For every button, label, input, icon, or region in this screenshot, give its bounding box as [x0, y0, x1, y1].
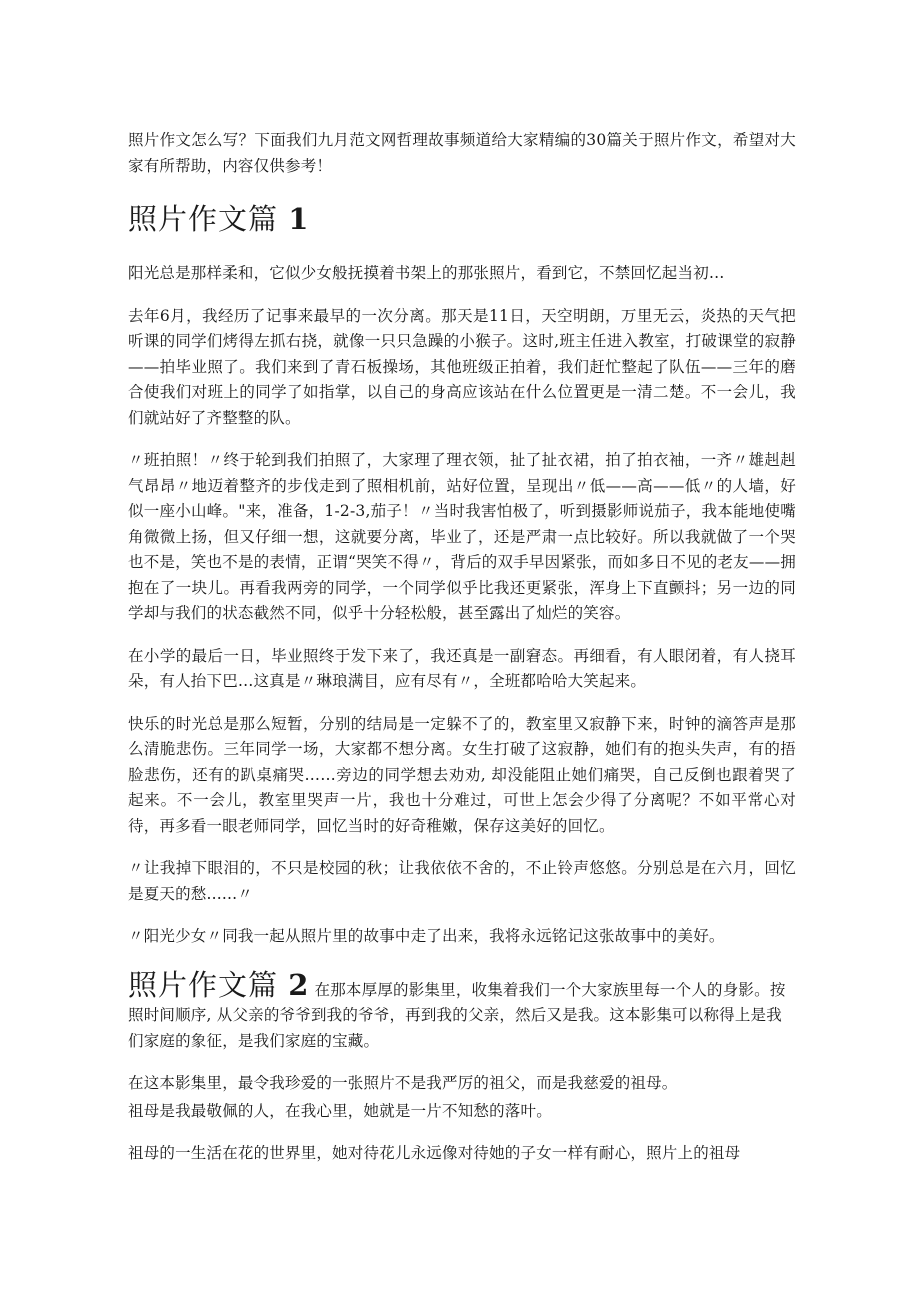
section-1-title: 照片作文篇	[128, 202, 279, 236]
section-1-paragraph: 去年6月，我经历了记事来最早的一次分离。那天是11日，天空明朗，万里无云，炎热的天气把听课的同学们烤得左抓右挠，就像一只只急躁的小猴子。这时,班主任进入教室，打破课堂的寂静——拍毕业照了。我们来到了青石板操场，其他班级正拍着，我们赶忙整起了队伍——三年的磨合使我们对班上的同学了如指掌，以自己的身高应该站在什么位置更是一清二楚。不一会儿，我们就站好了齐整整的队。	[128, 306, 796, 427]
section-1-heading	[128, 201, 796, 237]
section-2-paragraph: 祖母的一生活在花的世界里，她对待花儿永远像对待她的子女一样有耐心，照片上的祖母	[128, 1144, 741, 1162]
section-2-number: 2	[288, 967, 310, 1002]
section-1-paragraph: 〃让我掉下眼泪的，不只是校园的秋；让我依依不舍的，不止铃声悠悠。分别总是在六月，回忆是夏天的愁......〃	[128, 859, 796, 903]
section-1-paragraph: 〃班拍照！〃终于轮到我们拍照了，大家理了理衣领，扯了扯衣裙，拍了拍衣袖，一齐〃雄赳赳气昂昂〃地迈着整齐的步伐走到了照相机前，站好位置，呈现出〃低——高——低〃的人墙，好似一座小山峰。"来，准备，1-2-3,茄子！〃当时我害怕极了，听到摄影师说茄子，我本能地使嘴角微微上扬，但又仔细一想，这就要分离，毕业了，还是严肃一点比较好。所以我就做了一个哭也不是，笑也不是的表情，正谓“哭笑不得〃，背后的双手早因紧张，而如多日不见的老友——拥抱在了一块儿。再看我两旁的同学，一个同学似乎比我还更紧张，浑身上下直颤抖；另一边的同学却与我们的状态截然不同，似乎十分轻松般，甚至露出了灿烂的笑容。	[128, 451, 796, 622]
section-1-paragraph: 阳光总是那样柔和，它似少女般抚摸着书架上的那张照片，看到它，不禁回忆起当初…	[128, 264, 725, 282]
section-1-paragraph: 快乐的时光总是那么短暂，分别的结局是一定躲不了的，教室里又寂静下来，时钟的滴答声是那么清脆悲伤。三年同学一场，大家都不想分离。女生打破了这寂静，她们有的抱头失声，有的捂脸悲伤，还有的趴桌痛哭……旁边的同学想去劝劝, 却没能阻止她们痛哭，自己反倒也跟着哭了起来。不一会儿，教室里哭声一片，我也十分难过，可世上怎会少得了分离呢？不如平常心对待，再多看一眼老师同学，回忆当时的好奇稚嫩，保存这美好的回忆。	[128, 714, 796, 835]
section-1-paragraph: 在小学的最后一日，毕业照终于发下来了，我还真是一副窘态。再细看，有人眼闭着，有人挠耳朵，有人抬下巴…这真是〃琳琅满目，应有尽有〃，全班都哈哈大笑起来。	[128, 646, 796, 690]
section-2-lead-block	[128, 967, 796, 1055]
document-page	[128, 128, 796, 1184]
intro-paragraph: 照片作文怎么写？下面我们九月范文网哲理故事频道给大家精编的30篇关于照片作文，希望对大家有所帮助，内容仅供参考！	[128, 131, 796, 175]
section-2-paragraph: 祖母是我最敬佩的人，在我心里，她就是一片不知愁的落叶。	[128, 1101, 552, 1120]
section-2-paragraph: 在这本影集里，最令我珍爱的一张照片不是我严厉的祖父，而是我慈爱的祖母。	[128, 1074, 678, 1092]
section-1-paragraph: 〃阳光少女〃同我一起从照片里的故事中走了出来，我将永远铭记这张故事中的美好。	[128, 927, 725, 945]
section-2-lead-paragraph: 在那本厚厚的影集里，收集着我们一个大家族里每一个人的身影。按照时间顺序, 从父亲的爷爷到我的爷爷，再到我的父亲，然后又是我。这本影集可以称得上是我们家庭的象征，是我们家庭的宝藏。	[128, 980, 786, 1050]
section-2-heading	[128, 968, 309, 1002]
section-2-title: 照片作文篇	[128, 967, 279, 1002]
section-1-number: 1	[288, 202, 310, 236]
